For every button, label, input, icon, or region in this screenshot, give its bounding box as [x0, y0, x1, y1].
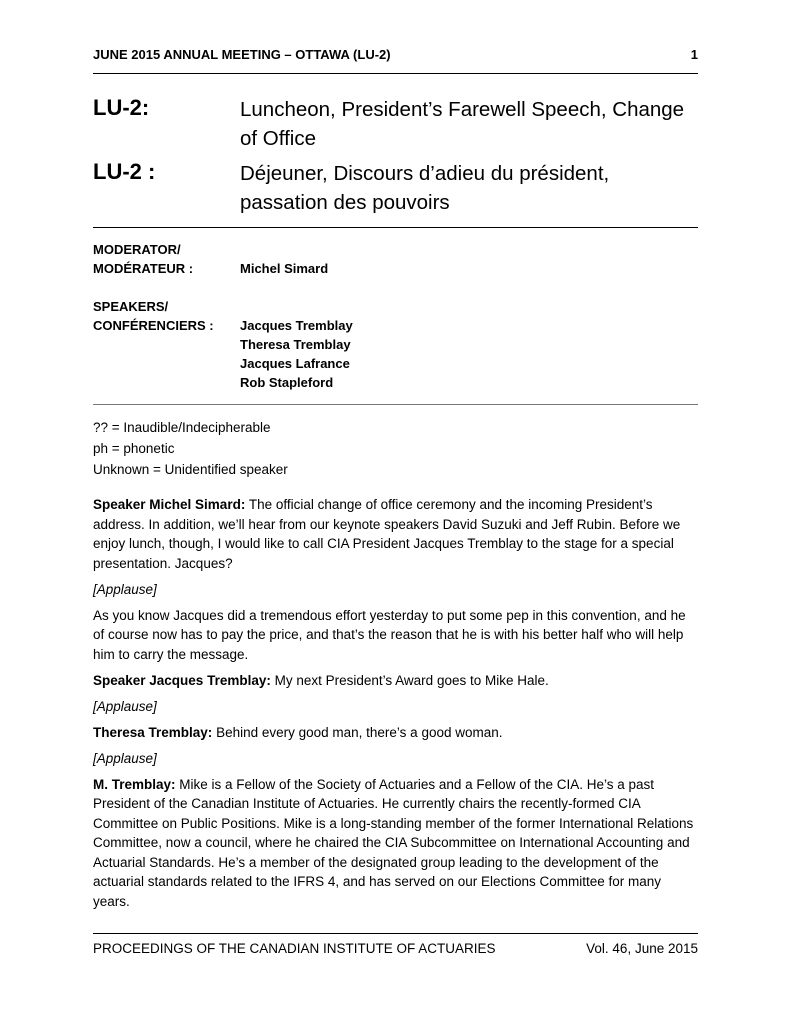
- session-name-fr: Déjeuner, Discours d’adieu du président, passation des pouvoirs: [240, 162, 610, 214]
- speaker-label: Speaker Jacques Tremblay:: [93, 672, 271, 688]
- stage-direction: [Applause]: [93, 698, 157, 714]
- stage-direction: [Applause]: [93, 750, 157, 766]
- moderator-label: [93, 240, 193, 278]
- paragraph-text: The official change of office ceremony and the incoming President’s address. In addition, we’ll hear from our keynote speakers David Suzuki and Jeff Rubin. Before we enjoy lunch, though, I would like to call CIA President Jacques Tremblay to the stage for a special presentation. Jacques?: [93, 497, 681, 571]
- speaker-name: Jacques Tremblay: [240, 318, 353, 333]
- session-code-en: LU-2:: [93, 95, 150, 120]
- speakers-label-fr: CONFÉRENCIERS :: [93, 318, 214, 333]
- stage-direction: [Applause]: [93, 581, 157, 597]
- header-title: JUNE 2015 ANNUAL MEETING – OTTAWA (LU-2): [93, 47, 391, 62]
- speaker-label: Theresa Tremblay:: [93, 724, 213, 740]
- document-page: [93, 0, 698, 1024]
- speaker-name: Jacques Lafrance: [240, 356, 350, 371]
- transcript-body: [93, 495, 698, 918]
- meta-rule: [93, 404, 698, 405]
- paragraph-text: Behind every good man, there’s a good woman.: [212, 724, 503, 740]
- transcript-paragraph: [93, 723, 698, 743]
- moderator-label-en: MODERATOR/: [93, 242, 181, 257]
- note-line: ph = phonetic: [93, 441, 175, 456]
- speakers-label-en: SPEAKERS/: [93, 299, 169, 314]
- transcription-notes: [93, 417, 288, 480]
- speakers-label: [93, 297, 214, 335]
- speaker-name: Theresa Tremblay: [240, 337, 351, 352]
- note-line: Unknown = Unidentified speaker: [93, 462, 288, 477]
- transcript-paragraph: [93, 775, 698, 912]
- footer-volume: Vol. 46, June 2015: [586, 941, 698, 956]
- moderator-label-fr: MODÉRATEUR :: [93, 261, 194, 276]
- session-name-en: Luncheon, President’s Farewell Speech, Change of Office: [240, 98, 685, 150]
- page-number: 1: [690, 47, 698, 62]
- speakers-list: [240, 316, 353, 392]
- transcript-paragraph: [93, 495, 698, 573]
- header-rule: [93, 73, 698, 74]
- speaker-label: M. Tremblay:: [93, 776, 176, 792]
- note-line: ?? = Inaudible/Indecipherable: [93, 420, 271, 435]
- footer-publication: PROCEEDINGS OF THE CANADIAN INSTITUTE OF ACTUARIES: [93, 941, 496, 956]
- page-header: [93, 47, 698, 62]
- session-code-fr: LU-2 :: [93, 159, 156, 184]
- footer-rule: [93, 933, 698, 934]
- page-footer: [93, 941, 698, 956]
- paragraph-text: My next President’s Award goes to Mike Hale.: [270, 672, 549, 688]
- transcript-paragraph: [93, 671, 698, 691]
- title-rule: [93, 227, 698, 228]
- moderator-name: Michel Simard: [240, 261, 329, 276]
- transcript-paragraph: As you know Jacques did a tremendous effort yesterday to put some pep in this convention, and he of course now has to pay the price, and that’s the reason that he is with his better half who will help him to carry the message.: [93, 607, 686, 662]
- speaker-label: Speaker Michel Simard:: [93, 497, 246, 512]
- speaker-name: Rob Stapleford: [240, 375, 334, 390]
- paragraph-text: Mike is a Fellow of the Society of Actuaries and a Fellow of the CIA. He’s a past President of the Canadian Institute of Actuaries. He currently chairs the recently-formed CIA Committee on Public Positions. Mike is a long-standing member of the former International Relations Committee, now a council, where he chaired the CIA Subcommittee on International Accounting and Actuarial Standards. He’s a member of the designated group leading to the development of the actuarial standards related to the IFRS 4, and has served on our Elections Committee for many years.: [93, 776, 694, 909]
